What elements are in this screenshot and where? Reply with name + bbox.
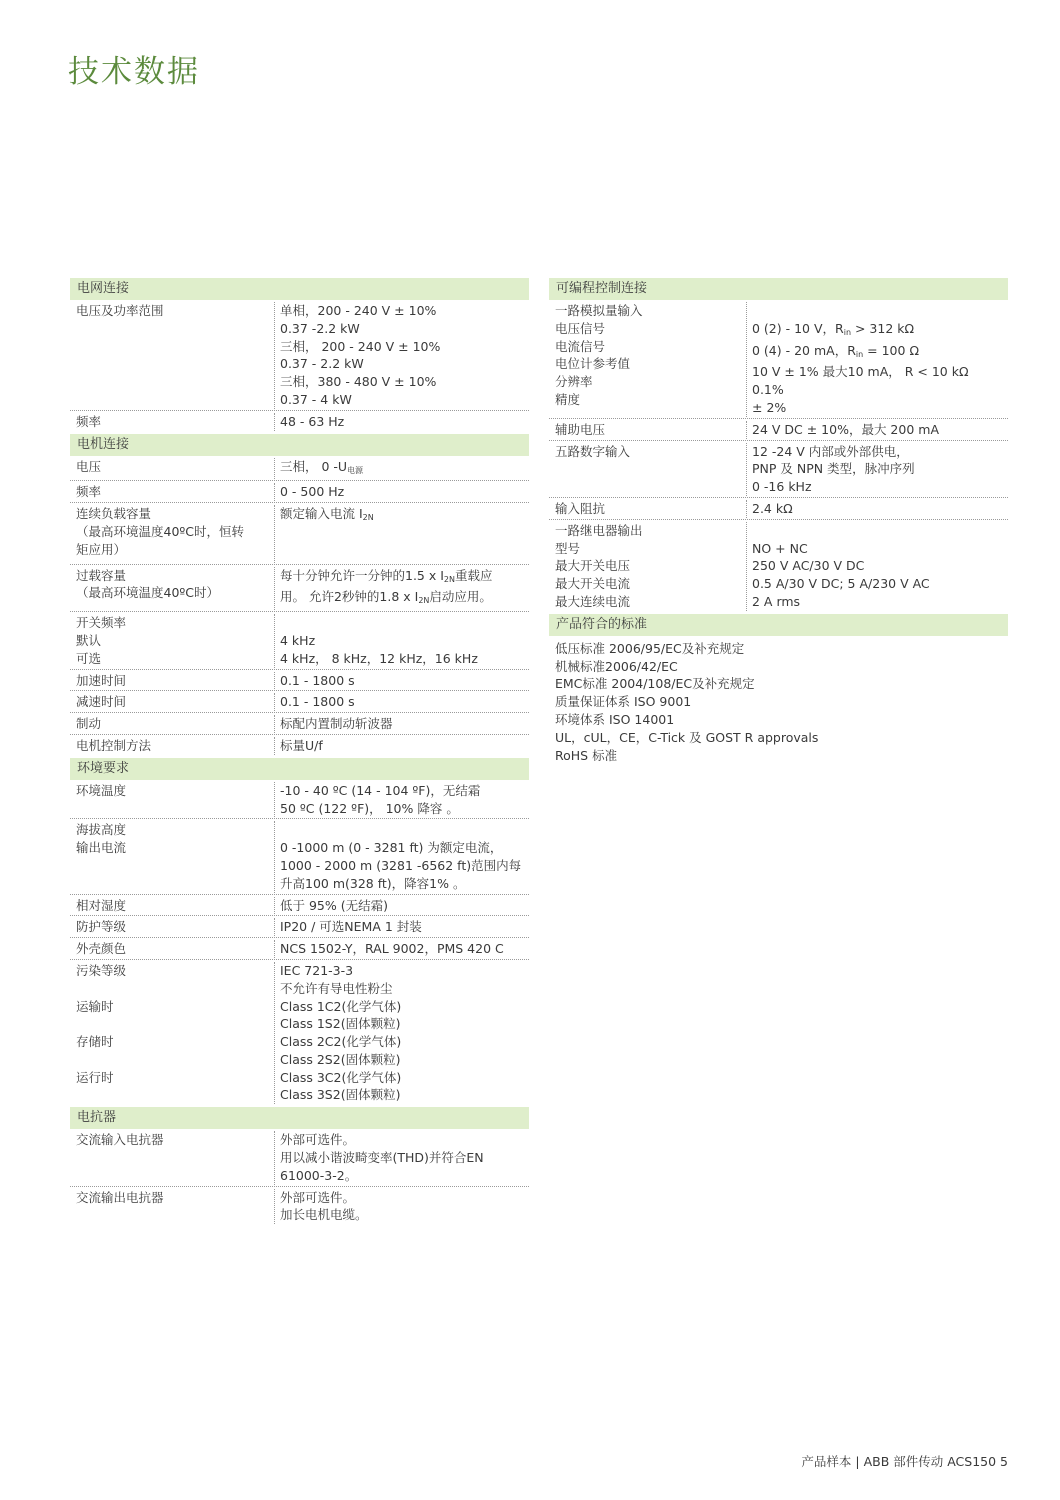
- spec-label-line: 精度: [555, 391, 581, 407]
- standard-item: 机械标准2006/42/EC: [555, 658, 678, 674]
- section-standards: [549, 614, 1008, 765]
- spec-value-line: 61000-3-2。: [280, 1167, 358, 1183]
- spec-value: [747, 443, 1008, 496]
- spec-value-line: IP20 / 可选NEMA 1 封装: [280, 919, 422, 935]
- spec-value-line: NCS 1502-Y，RAL 9002，PMS 420 C: [280, 941, 504, 957]
- spec-row: [70, 819, 529, 894]
- spec-label-line: 默认: [76, 632, 102, 648]
- spec-value-line: ± 2%: [752, 399, 787, 415]
- spec-value-line: 低于 95% (无结霜): [280, 897, 388, 913]
- spec-label-line: 加速时间: [76, 672, 127, 688]
- spec-label-line: [76, 857, 274, 875]
- spec-label: [70, 693, 275, 711]
- spec-label: [70, 614, 275, 667]
- spec-label-line: 输入阻抗: [555, 500, 606, 516]
- spec-value-line: IEC 721-3-3: [280, 962, 354, 978]
- spec-label-line: 外壳颜色: [76, 941, 127, 957]
- spec-label-line: [76, 355, 274, 373]
- spec-value-line: Class 2C2(化学气体): [280, 1034, 402, 1050]
- spec-row: [70, 565, 529, 613]
- spec-label: [70, 737, 275, 755]
- standard-item: 质量保证体系 ISO 9001: [555, 694, 692, 710]
- spec-label-line: 辅助电压: [555, 421, 606, 437]
- section-environment: [70, 758, 529, 1106]
- spec-label-line: 电流信号: [555, 338, 606, 354]
- right-column: [549, 276, 1008, 764]
- spec-label: [70, 413, 275, 431]
- spec-label: [70, 715, 275, 733]
- spec-value: [275, 1131, 529, 1184]
- spec-value-line: [280, 821, 529, 839]
- spec-label-line: 运行时: [76, 1069, 114, 1085]
- spec-value-line: 1000 - 2000 m (3281 -6562 ft)范围内每: [280, 857, 522, 873]
- spec-value-line: [280, 545, 529, 563]
- section-header: 电机连接: [70, 434, 529, 456]
- spec-value: [747, 421, 1008, 439]
- spec-row: [70, 916, 529, 938]
- spec-label: [549, 302, 747, 417]
- spec-value-line: NO + NC: [752, 540, 808, 556]
- spec-row: [549, 441, 1008, 498]
- spec-value-line: 2.4 kΩ: [752, 500, 793, 516]
- spec-value-line: 升高100 m(328 ft)，降容1% 。: [280, 875, 466, 891]
- spec-value-line: 0.5 A/30 V DC; 5 A/230 V AC: [752, 576, 930, 592]
- spec-value-line: 三相， 0 $-U_{电源}$: [280, 458, 364, 475]
- spec-value-line: Class 3S2(固体颗粒): [280, 1087, 401, 1103]
- spec-label-line: 最大开关电流: [555, 576, 631, 592]
- spec-label-line: 最大开关电压: [555, 558, 631, 574]
- spec-row: [549, 520, 1008, 612]
- spec-label: [70, 918, 275, 936]
- spec-label-line: [555, 478, 746, 496]
- spec-label-line: 型号: [555, 540, 581, 556]
- left-column: [70, 276, 529, 1225]
- spec-value-line: 48 - 63 Hz: [280, 413, 345, 429]
- spec-value-line: 12 -24 V 内部或外部供电，: [752, 443, 909, 459]
- section-grid: [70, 278, 529, 432]
- spec-value: [275, 782, 529, 818]
- spec-label: [70, 458, 275, 480]
- spec-row: [70, 938, 529, 960]
- spec-value-line: 0 (2) - 10 V，$R_{in} > 312$ kΩ: [752, 320, 915, 337]
- spec-value-line: 用以减小谐波畸变率(THD)并符合EN: [280, 1150, 484, 1166]
- spec-value-line: 4 kHz: [280, 632, 316, 648]
- spec-value: [275, 483, 529, 501]
- spec-label-line: 一路继电器输出: [555, 522, 643, 538]
- spec-label-line: [76, 1015, 274, 1033]
- spec-value-line: 三相，380 - 480 V ± 10%: [280, 374, 437, 390]
- spec-label-line: 制动: [76, 716, 102, 732]
- spec-row: [549, 300, 1008, 419]
- spec-label-line: [76, 391, 274, 409]
- spec-label-line: [76, 1086, 274, 1104]
- spec-value-line: 0.1%: [752, 382, 784, 398]
- spec-value-line: 0 (4) - 20 mA，$R_{in} = 100$ Ω: [752, 342, 919, 359]
- spec-value-line: 标量U/f: [280, 737, 323, 753]
- spec-row: [70, 1129, 529, 1186]
- spec-label-line: 海拔高度: [76, 822, 127, 838]
- spec-row: [70, 960, 529, 1105]
- spec-value-line: 0 - 500 Hz: [280, 484, 345, 500]
- spec-label-line: [76, 1149, 274, 1167]
- spec-value: [275, 897, 529, 915]
- spec-label-line: 频率: [76, 484, 102, 500]
- spec-value-line: -10 - 40 ºC (14 - 104 ºF)，无结霜: [280, 782, 481, 798]
- section-header: 电抗器: [70, 1107, 529, 1129]
- spec-label-line: [76, 875, 274, 893]
- section-motor: [70, 434, 529, 756]
- spec-label: [549, 421, 747, 439]
- spec-value-line: 250 V AC/30 V DC: [752, 558, 865, 574]
- section-control: [549, 278, 1008, 612]
- spec-row: [70, 481, 529, 503]
- spec-row: [549, 498, 1008, 520]
- spec-row: [70, 713, 529, 735]
- spec-label: [70, 1131, 275, 1184]
- spec-label: [549, 522, 747, 611]
- spec-label-line: 一路模拟量输入: [555, 303, 643, 318]
- spec-label-line: 输出电流: [76, 840, 127, 856]
- spec-value-line: Class 1C2(化学气体): [280, 998, 402, 1014]
- spec-row: [70, 411, 529, 432]
- spec-label-line: [76, 800, 274, 818]
- spec-label-line: 交流输出电抗器: [76, 1189, 164, 1205]
- spec-value-line: 三相， 200 - 240 V ± 10%: [280, 338, 441, 354]
- spec-row: [70, 735, 529, 756]
- spec-row: [70, 456, 529, 482]
- spec-value-line: 不允许有导电性粉尘: [280, 980, 393, 996]
- spec-label-line: [76, 373, 274, 391]
- spec-value: [275, 302, 529, 409]
- spec-label-line: 交流输入电抗器: [76, 1132, 164, 1148]
- spec-value-line: 标配内置制动斩波器: [280, 716, 393, 732]
- spec-label-line: [76, 320, 274, 338]
- standard-item: 低压标准 2006/95/EC及补充规定: [555, 640, 745, 656]
- section-header: 电网连接: [70, 278, 529, 300]
- spec-row: [70, 612, 529, 669]
- spec-label: [549, 443, 747, 496]
- spec-label-line: 五路数字输入: [555, 443, 631, 459]
- spec-label: [70, 821, 275, 892]
- section-header: 可编程控制连接: [549, 278, 1008, 300]
- spec-value-line: PNP 及 NPN 类型，脉冲序列: [752, 461, 915, 477]
- spec-row: [70, 300, 529, 411]
- spec-value-line: [280, 527, 529, 545]
- spec-label-line: [76, 1167, 274, 1185]
- spec-value: [275, 821, 529, 892]
- standard-item: UL，cUL，CE，C-Tick 及 GOST R approvals: [555, 729, 819, 745]
- spec-label-line: 运输时: [76, 998, 114, 1014]
- spec-value-line: 0 -16 kHz: [752, 479, 812, 495]
- spec-value: [275, 940, 529, 958]
- spec-label-line: 矩应用）: [76, 541, 127, 557]
- spec-value-line: 0.1 - 1800 s: [280, 694, 355, 710]
- spec-value: [275, 458, 529, 480]
- spec-value-line: 单相，200 - 240 V ± 10%: [280, 303, 437, 318]
- spec-label-line: （最高环境温度40ºC时，恒转: [76, 523, 245, 539]
- standard-item: 环境体系 ISO 14001: [555, 711, 675, 727]
- spec-value-line: 4 kHz， 8 kHz，12 kHz，16 kHz: [280, 650, 478, 666]
- spec-value-line: 每十分钟允许一分钟的1.5 x $I_{2N}$重载应: [280, 567, 493, 584]
- spec-label-line: 电压及功率范围: [76, 303, 164, 318]
- spec-label: [70, 483, 275, 501]
- spec-value: [747, 522, 1008, 611]
- spec-label: [70, 1189, 275, 1225]
- spec-value: [275, 567, 529, 611]
- spec-label-line: 频率: [76, 413, 102, 429]
- spec-label-line: 可选: [76, 650, 102, 666]
- spec-value-line: 0.1 - 1800 s: [280, 672, 355, 688]
- spec-label-line: [76, 1206, 274, 1224]
- spec-label: [70, 782, 275, 818]
- spec-label: [70, 897, 275, 915]
- spec-row: [70, 1187, 529, 1226]
- standard-item: RoHS 标准: [555, 747, 618, 763]
- page-title: 技术数据: [68, 54, 200, 90]
- spec-value: [747, 302, 1008, 417]
- spec-value-line: 0.37 -2.2 kW: [280, 320, 360, 336]
- spec-label-line: 电压: [76, 458, 102, 474]
- section-header: 产品符合的标准: [549, 614, 1008, 636]
- spec-value-line: 外部可选件。: [280, 1189, 356, 1205]
- spec-value-line: [280, 614, 529, 632]
- spec-row: [70, 895, 529, 917]
- spec-row: [70, 691, 529, 713]
- section-reactor: [70, 1107, 529, 1225]
- spec-value-line: 2 A rms: [752, 593, 801, 609]
- spec-value-line: Class 2S2(固体颗粒): [280, 1051, 401, 1067]
- spec-value-line: Class 3C2(化学气体): [280, 1069, 402, 1085]
- spec-label-line: （最高环境温度40ºC时）: [76, 585, 220, 601]
- spec-label-line: [76, 980, 274, 998]
- spec-label-line: [76, 1051, 274, 1069]
- spec-label: [70, 505, 275, 562]
- spec-row: [70, 780, 529, 820]
- spec-row: [70, 670, 529, 692]
- standard-item: EMC标准 2004/108/EC及补充规定: [555, 676, 755, 692]
- spec-label-line: 分辨率: [555, 374, 593, 390]
- spec-label-line: 电压信号: [555, 320, 606, 336]
- spec-value-line: 50 ºC (122 ºF)， 10% 降容 。: [280, 800, 459, 816]
- spec-value-line: 外部可选件。: [280, 1132, 356, 1148]
- spec-value-line: Class 1S2(固体颗粒): [280, 1016, 401, 1032]
- spec-value: [747, 500, 1008, 518]
- spec-label-line: 环境温度: [76, 782, 127, 798]
- spec-value: [275, 672, 529, 690]
- spec-label-line: 减速时间: [76, 694, 127, 710]
- spec-value-line: 加长电机电缆。: [280, 1207, 368, 1223]
- spec-label: [70, 940, 275, 958]
- spec-label: [70, 567, 275, 611]
- spec-value-line: [752, 302, 1008, 320]
- spec-label-line: 开关频率: [76, 615, 127, 631]
- spec-label-line: 防护等级: [76, 919, 127, 935]
- spec-label-line: 过载容量: [76, 567, 127, 583]
- spec-label: [70, 962, 275, 1104]
- standards-list: [549, 636, 1008, 765]
- spec-value-line: 额定输入电流 $I_{2N}$: [280, 506, 374, 523]
- spec-label: [70, 672, 275, 690]
- spec-label: [549, 500, 747, 518]
- spec-value-line: 24 V DC ± 10%，最大 200 mA: [752, 421, 939, 437]
- spec-row: [549, 419, 1008, 441]
- spec-value-line: 10 V ± 1% 最大10 mA， R < 10 kΩ: [752, 364, 969, 380]
- spec-label-line: 电机控制方法: [76, 737, 152, 753]
- spec-label-line: 污染等级: [76, 962, 127, 978]
- spec-label-line: 存储时: [76, 1034, 114, 1050]
- spec-value: [275, 693, 529, 711]
- spec-label-line: 电位计参考值: [555, 356, 631, 372]
- spec-value: [275, 413, 529, 431]
- spec-value: [275, 614, 529, 667]
- spec-value-line: 0.37 - 4 kW: [280, 391, 352, 407]
- spec-label: [70, 302, 275, 409]
- spec-value-line: 用。 允许2秒钟的1.8 x $I_{2N}$启动应用。: [280, 589, 492, 606]
- spec-value-line: [752, 522, 1008, 540]
- spec-value-line: 0.37 - 2.2 kW: [280, 356, 364, 372]
- spec-row: [70, 503, 529, 564]
- section-header: 环境要求: [70, 758, 529, 780]
- spec-label-line: 最大连续电流: [555, 593, 631, 609]
- page-footer: 产品样本 | ABB 部件传动 ACS150 5: [801, 1454, 1008, 1469]
- spec-label-line: 连续负载容量: [76, 506, 152, 522]
- spec-value: [275, 715, 529, 733]
- spec-value: [275, 737, 529, 755]
- spec-value: [275, 1189, 529, 1225]
- spec-value-line: 0 -1000 m (0 - 3281 ft) 为额定电流，: [280, 840, 503, 856]
- spec-value: [275, 505, 529, 562]
- spec-value: [275, 962, 529, 1104]
- spec-label-line: [76, 338, 274, 356]
- spec-label-line: 相对湿度: [76, 897, 127, 913]
- spec-label-line: [555, 460, 746, 478]
- spec-value: [275, 918, 529, 936]
